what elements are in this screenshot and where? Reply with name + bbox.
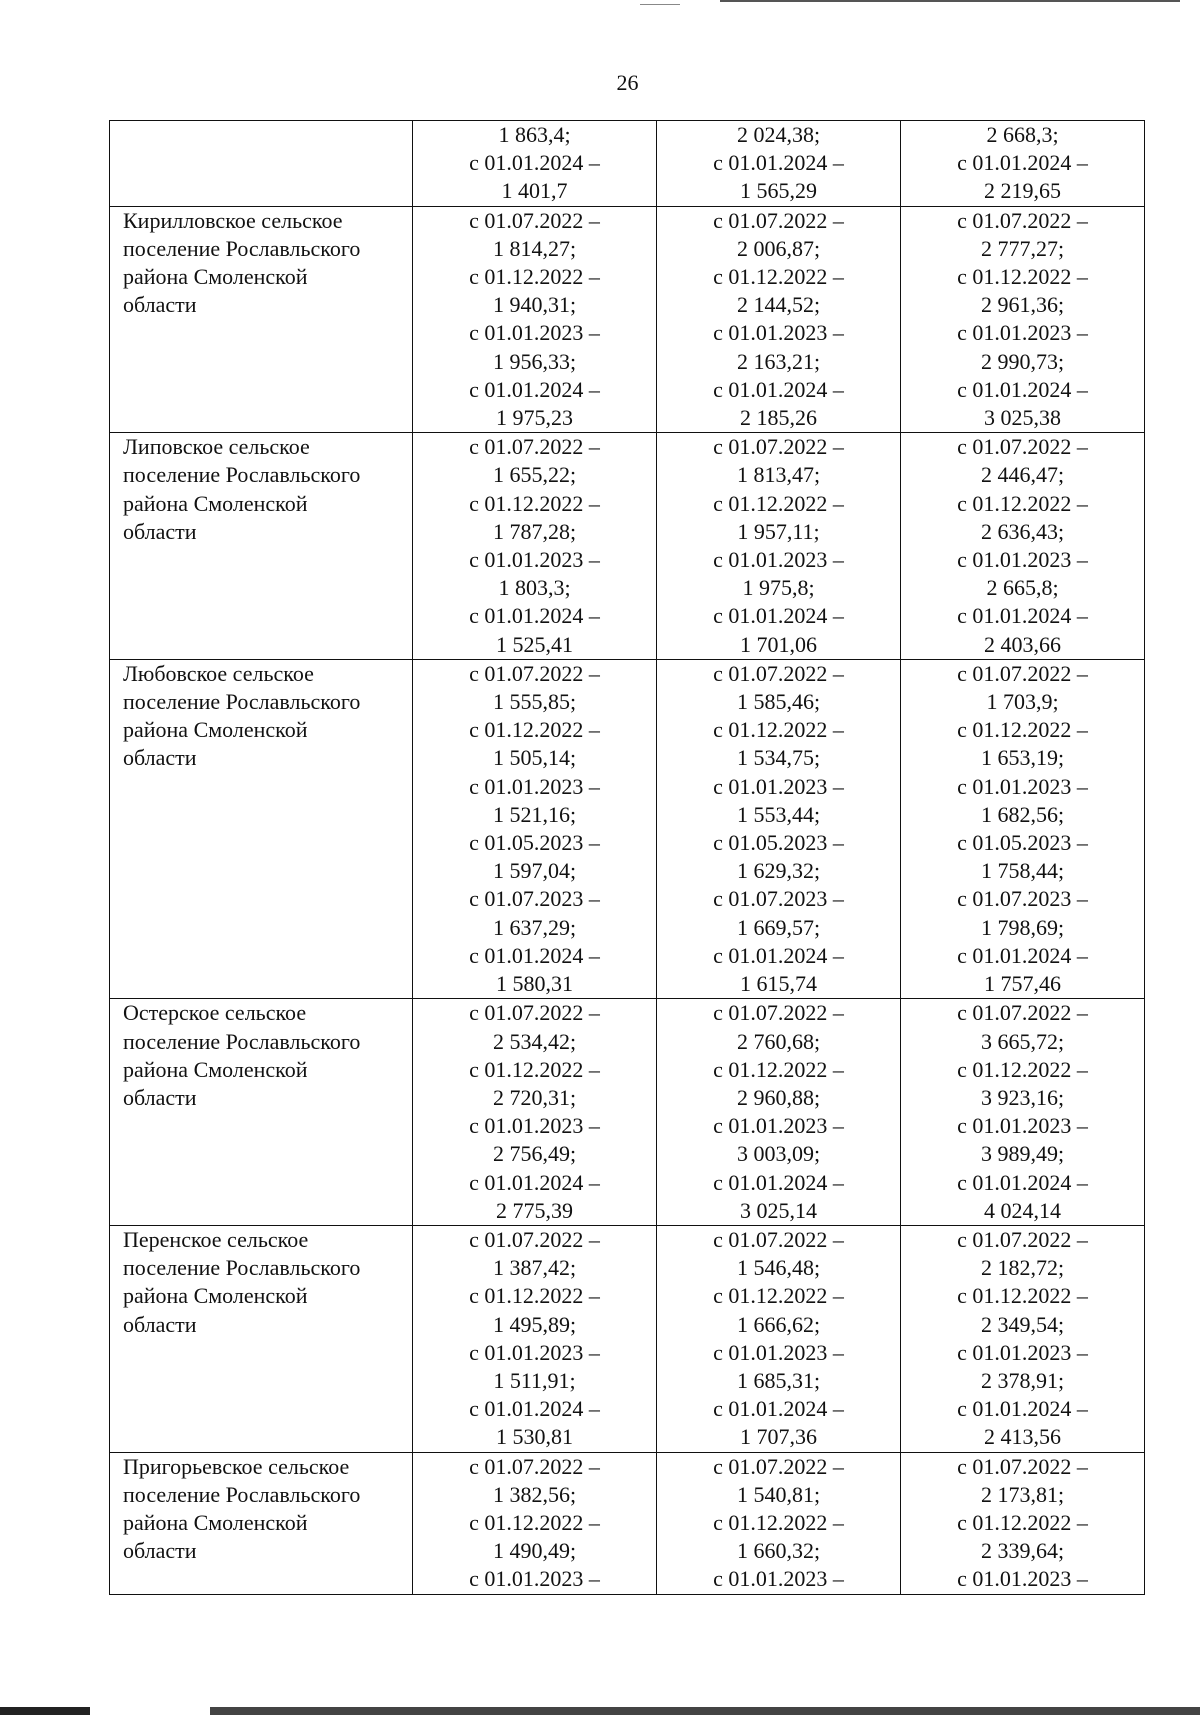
- tariff-value-line: 2 378,91;: [980, 1367, 1065, 1393]
- tariff-date-line: с 01.01.2023 –: [713, 773, 844, 799]
- tariff-value-line: 2 775,39: [496, 1197, 573, 1223]
- tariff-date-line: с 01.01.2024 –: [469, 1396, 600, 1422]
- tariff-date-line: с 01.12.2022 –: [469, 1056, 600, 1082]
- tariff-value-line: 1 382,56;: [492, 1481, 577, 1507]
- tariff-date-line: с 01.07.2022 –: [469, 1226, 600, 1252]
- settlement-name-line: Остерское сельское: [123, 1000, 307, 1026]
- tariff-value-line: 2 756,49;: [492, 1141, 577, 1167]
- tariff-date-line: с 01.07.2022 –: [713, 207, 844, 233]
- settlement-name-line: области: [123, 518, 197, 544]
- tariff-cell-col-2: [657, 1225, 901, 1452]
- tariff-value-line: 1 525,41: [496, 631, 573, 657]
- tariff-date-line: с 01.01.2024 –: [957, 376, 1088, 402]
- tariff-date-line: с 01.01.2023 –: [957, 1113, 1088, 1139]
- settlement-name-line: поселение Рославльского: [123, 689, 361, 715]
- settlement-name-line: Любовское сельское: [123, 660, 314, 686]
- tariff-date-line: с 01.01.2023 –: [957, 547, 1088, 573]
- table-row: [110, 433, 1145, 660]
- tariff-value-line: 1 505,14;: [492, 745, 577, 771]
- tariff-cell-col-3: [901, 1452, 1145, 1594]
- settlement-name-line: поселение Рославльского: [123, 235, 361, 261]
- tariff-date-line: с 01.12.2022 –: [713, 1283, 844, 1309]
- tariff-date-line: с 01.01.2024 –: [469, 376, 600, 402]
- tariff-date-line: с 01.01.2023 –: [469, 320, 600, 346]
- settlement-name-cell: [110, 1225, 413, 1452]
- settlement-name-line: района Смоленской: [123, 717, 308, 743]
- tariff-date-line: с 01.12.2022 –: [957, 1509, 1088, 1535]
- tariff-value-line: 2 403,66: [984, 631, 1061, 657]
- tariff-date-line: с 01.07.2022 –: [713, 660, 844, 686]
- tariff-value-line: 1 546,48;: [736, 1255, 821, 1281]
- tariff-date-line: с 01.12.2022 –: [713, 1056, 844, 1082]
- tariff-date-line: с 01.05.2023 –: [713, 830, 844, 856]
- tariff-date-line: с 01.12.2022 –: [957, 1283, 1088, 1309]
- tariff-value-line: 2 144,52;: [736, 292, 821, 318]
- tariff-value-line: 1 540,81;: [736, 1481, 821, 1507]
- tariff-value-line: 1 521,16;: [492, 801, 577, 827]
- tariff-date-line: с 01.01.2023 –: [957, 1566, 1088, 1592]
- tariff-date-line: с 01.07.2023 –: [957, 886, 1088, 912]
- tariff-cell-col-3: [901, 1225, 1145, 1452]
- tariff-date-line: с 01.01.2024 –: [713, 376, 844, 402]
- tariff-date-line: с 01.01.2024 –: [713, 942, 844, 968]
- tariff-date-line: с 01.12.2022 –: [957, 1056, 1088, 1082]
- tariff-date-line: с 01.07.2022 –: [957, 434, 1088, 460]
- tariff-value-line: 1 758,44;: [980, 858, 1065, 884]
- tariff-value-line: 2 006,87;: [736, 235, 821, 261]
- tariff-value-line: 3 025,14: [740, 1197, 817, 1223]
- tariff-date-line: с 01.01.2024 –: [713, 1169, 844, 1195]
- tariff-value-line: 2 534,42;: [492, 1028, 577, 1054]
- tariff-date-line: с 01.07.2022 –: [469, 207, 600, 233]
- tariff-value-line: 4 024,14: [984, 1197, 1061, 1223]
- tariff-cell-col-1: [413, 659, 657, 998]
- tariff-value-line: 1 814,27;: [492, 235, 577, 261]
- tariff-value-line: 1 511,91;: [493, 1367, 576, 1393]
- tariff-value-line: 2 990,73;: [980, 348, 1065, 374]
- tariff-value-line: 1 637,29;: [492, 914, 577, 940]
- tariff-date-line: с 01.01.2023 –: [469, 1113, 600, 1139]
- tariff-value-line: 1 863,4;: [498, 122, 571, 147]
- table-row: [110, 659, 1145, 998]
- tariff-value-line: 2 760,68;: [736, 1028, 821, 1054]
- tariff-date-line: с 01.12.2022 –: [957, 490, 1088, 516]
- settlement-name-line: области: [123, 1538, 197, 1564]
- tariff-table-body: [110, 121, 1145, 1595]
- settlement-name-line: области: [123, 1311, 197, 1337]
- table-row: [110, 121, 1145, 207]
- tariff-value-line: 2 446,47;: [980, 462, 1065, 488]
- tariff-date-line: с 01.01.2024 –: [957, 1169, 1088, 1195]
- tariff-date-line: с 01.01.2023 –: [469, 1566, 600, 1592]
- tariff-date-line: с 01.12.2022 –: [713, 717, 844, 743]
- tariff-date-line: с 01.01.2024 –: [957, 150, 1088, 176]
- tariff-date-line: с 01.12.2022 –: [469, 490, 600, 516]
- tariff-value-line: 1 530,81: [496, 1424, 573, 1450]
- scan-artifact-top: [720, 0, 1180, 2]
- tariff-cell-col-3: [901, 999, 1145, 1226]
- tariff-value-line: 1 975,8;: [742, 575, 815, 601]
- tariff-date-line: с 01.01.2024 –: [713, 603, 844, 629]
- tariff-cell-col-1: [413, 121, 657, 207]
- tariff-date-line: с 01.01.2024 –: [469, 1169, 600, 1195]
- tariff-date-line: с 01.01.2024 –: [469, 150, 600, 176]
- page-number: 26: [616, 70, 639, 95]
- tariff-date-line: с 01.05.2023 –: [469, 830, 600, 856]
- tariff-table: [109, 120, 1145, 1595]
- tariff-value-line: 1 565,29: [740, 178, 817, 204]
- tariff-value-line: 2 413,56: [984, 1424, 1061, 1450]
- tariff-date-line: с 01.05.2023 –: [957, 830, 1088, 856]
- tariff-date-line: с 01.07.2022 –: [957, 1453, 1088, 1479]
- tariff-date-line: с 01.12.2022 –: [469, 1509, 600, 1535]
- tariff-value-line: 1 495,89;: [492, 1311, 577, 1337]
- tariff-value-line: 1 629,32;: [736, 858, 821, 884]
- tariff-value-line: 3 665,72;: [980, 1028, 1065, 1054]
- tariff-value-line: 2 163,21;: [736, 348, 821, 374]
- tariff-cell-col-2: [657, 121, 901, 207]
- tariff-value-line: 1 813,47;: [736, 462, 821, 488]
- tariff-value-line: 1 669,57;: [736, 914, 821, 940]
- tariff-date-line: с 01.01.2023 –: [957, 773, 1088, 799]
- tariff-value-line: 1 555,85;: [492, 689, 577, 715]
- tariff-date-line: с 01.07.2022 –: [713, 1000, 844, 1026]
- tariff-value-line: 1 387,42;: [492, 1255, 577, 1281]
- tariff-date-line: с 01.07.2022 –: [713, 434, 844, 460]
- settlement-name-line: поселение Рославльского: [123, 1481, 361, 1507]
- settlement-name-cell: [110, 433, 413, 660]
- tariff-date-line: с 01.01.2023 –: [957, 1339, 1088, 1365]
- tariff-value-line: 1 956,33;: [492, 348, 577, 374]
- tariff-date-line: с 01.01.2023 –: [713, 320, 844, 346]
- tariff-cell-col-1: [413, 1452, 657, 1594]
- tariff-cell-col-2: [657, 206, 901, 433]
- tariff-date-line: с 01.07.2023 –: [469, 886, 600, 912]
- tariff-value-line: 1 653,19;: [980, 745, 1065, 771]
- tariff-date-line: с 01.07.2022 –: [713, 1226, 844, 1252]
- tariff-date-line: с 01.01.2023 –: [469, 1339, 600, 1365]
- tariff-value-line: 2 720,31;: [492, 1084, 577, 1110]
- tariff-value-line: 1 701,06: [740, 631, 817, 657]
- tariff-date-line: с 01.01.2023 –: [713, 1566, 844, 1592]
- settlement-name-line: района Смоленской: [123, 1283, 308, 1309]
- settlement-name-line: поселение Рославльского: [123, 462, 361, 488]
- tariff-date-line: с 01.07.2022 –: [469, 1453, 600, 1479]
- settlement-name-line: района Смоленской: [123, 264, 308, 290]
- tariff-cell-col-2: [657, 659, 901, 998]
- tariff-date-line: с 01.01.2024 –: [469, 942, 600, 968]
- settlement-name-line: области: [123, 745, 197, 771]
- tariff-date-line: с 01.12.2022 –: [713, 1509, 844, 1535]
- tariff-value-line: 1 490,49;: [492, 1538, 577, 1564]
- tariff-value-line: 1 660,32;: [736, 1538, 821, 1564]
- tariff-date-line: с 01.01.2024 –: [713, 1396, 844, 1422]
- settlement-name-line: поселение Рославльского: [123, 1255, 361, 1281]
- tariff-date-line: с 01.07.2022 –: [469, 1000, 600, 1026]
- tariff-cell-col-1: [413, 999, 657, 1226]
- tariff-value-line: 1 401,7: [501, 178, 568, 204]
- tariff-cell-col-2: [657, 433, 901, 660]
- table-row: [110, 1452, 1145, 1594]
- tariff-cell-col-1: [413, 206, 657, 433]
- tariff-value-line: 1 682,56;: [980, 801, 1065, 827]
- tariff-cell-col-3: [901, 121, 1145, 207]
- settlement-name-line: Липовское сельское: [123, 434, 310, 460]
- tariff-value-line: 1 666,62;: [736, 1311, 821, 1337]
- tariff-cell-col-1: [413, 433, 657, 660]
- tariff-date-line: с 01.07.2022 –: [469, 660, 600, 686]
- tariff-date-line: с 01.12.2022 –: [713, 264, 844, 290]
- tariff-value-line: 2 024,38;: [736, 122, 821, 147]
- settlement-name-cell: [110, 1452, 413, 1594]
- settlement-name-cell: [110, 659, 413, 998]
- tariff-value-line: 1 975,23: [496, 405, 573, 431]
- tariff-value-line: 3 003,09;: [736, 1141, 821, 1167]
- tariff-value-line: 1 957,11;: [737, 518, 820, 544]
- table-row: [110, 999, 1145, 1226]
- table-row: [110, 1225, 1145, 1452]
- tariff-date-line: с 01.01.2023 –: [713, 1339, 844, 1365]
- tariff-value-line: 1 553,44;: [736, 801, 821, 827]
- tariff-value-line: 1 597,04;: [492, 858, 577, 884]
- settlement-name-cell: [110, 206, 413, 433]
- tariff-value-line: 1 585,46;: [736, 689, 821, 715]
- settlement-name-line: Пригорьевское сельское: [123, 1453, 350, 1479]
- tariff-cell-col-3: [901, 206, 1145, 433]
- tariff-value-line: 1 703,9;: [986, 689, 1059, 715]
- settlement-name-line: области: [123, 292, 197, 318]
- tariff-cell-col-3: [901, 659, 1145, 998]
- settlement-name-line: района Смоленской: [123, 1056, 308, 1082]
- tariff-cell-col-2: [657, 1452, 901, 1594]
- scan-artifact-bottom: [0, 1707, 1200, 1715]
- tariff-value-line: 2 777,27;: [980, 235, 1065, 261]
- tariff-value-line: 1 803,3;: [498, 575, 571, 601]
- tariff-value-line: 1 615,74: [740, 971, 817, 997]
- tariff-date-line: с 01.01.2024 –: [713, 150, 844, 176]
- tariff-date-line: с 01.07.2022 –: [957, 1000, 1088, 1026]
- tariff-value-line: 1 707,36: [740, 1424, 817, 1450]
- settlement-name-line: района Смоленской: [123, 490, 308, 516]
- tariff-value-line: 3 923,16;: [980, 1084, 1065, 1110]
- tariff-cell-col-2: [657, 999, 901, 1226]
- tariff-value-line: 2 636,43;: [980, 518, 1065, 544]
- tariff-cell-col-3: [901, 433, 1145, 660]
- scan-artifact-top-small: [640, 4, 680, 5]
- tariff-date-line: с 01.01.2024 –: [957, 1396, 1088, 1422]
- tariff-value-line: 1 798,69;: [980, 914, 1065, 940]
- tariff-value-line: 2 173,81;: [980, 1481, 1065, 1507]
- tariff-value-line: 2 219,65: [984, 178, 1061, 204]
- tariff-date-line: с 01.01.2023 –: [469, 547, 600, 573]
- tariff-date-line: с 01.07.2023 –: [713, 886, 844, 912]
- tariff-date-line: с 01.01.2023 –: [469, 773, 600, 799]
- settlement-name-line: области: [123, 1084, 197, 1110]
- tariff-date-line: с 01.01.2024 –: [957, 942, 1088, 968]
- table-row: [110, 206, 1145, 433]
- settlement-name-cell: [110, 999, 413, 1226]
- tariff-value-line: 2 960,88;: [736, 1084, 821, 1110]
- settlement-name-line: Кирилловское сельское: [123, 207, 343, 233]
- tariff-date-line: с 01.12.2022 –: [469, 717, 600, 743]
- tariff-value-line: 2 665,8;: [986, 575, 1059, 601]
- tariff-value-line: 2 182,72;: [980, 1255, 1065, 1281]
- tariff-date-line: с 01.07.2022 –: [469, 434, 600, 460]
- tariff-date-line: с 01.07.2022 –: [957, 1226, 1088, 1252]
- tariff-date-line: с 01.12.2022 –: [469, 264, 600, 290]
- settlement-name-line: поселение Рославльского: [123, 1028, 361, 1054]
- tariff-value-line: 2 185,26: [740, 405, 817, 431]
- tariff-value-line: 1 534,75;: [736, 745, 821, 771]
- tariff-date-line: с 01.01.2024 –: [469, 603, 600, 629]
- tariff-date-line: с 01.12.2022 –: [957, 264, 1088, 290]
- tariff-value-line: 1 940,31;: [492, 292, 577, 318]
- settlement-name-cell: [110, 121, 413, 207]
- tariff-date-line: с 01.01.2023 –: [713, 547, 844, 573]
- tariff-value-line: 3 025,38: [984, 405, 1061, 431]
- tariff-date-line: с 01.01.2023 –: [713, 1113, 844, 1139]
- tariff-value-line: 1 685,31;: [736, 1367, 821, 1393]
- tariff-date-line: с 01.07.2022 –: [957, 660, 1088, 686]
- tariff-value-line: 2 668,3;: [986, 122, 1059, 147]
- tariff-value-line: 3 989,49;: [980, 1141, 1065, 1167]
- tariff-cell-col-1: [413, 1225, 657, 1452]
- tariff-date-line: с 01.12.2022 –: [469, 1283, 600, 1309]
- tariff-date-line: с 01.07.2022 –: [713, 1453, 844, 1479]
- tariff-value-line: 1 655,22;: [492, 462, 577, 488]
- tariff-value-line: 2 961,36;: [980, 292, 1065, 318]
- tariff-value-line: 2 349,54;: [980, 1311, 1065, 1337]
- settlement-name-line: Перенское сельское: [123, 1226, 309, 1252]
- tariff-date-line: с 01.01.2024 –: [957, 603, 1088, 629]
- tariff-date-line: с 01.01.2023 –: [957, 320, 1088, 346]
- tariff-date-line: с 01.12.2022 –: [713, 490, 844, 516]
- tariff-date-line: с 01.12.2022 –: [957, 717, 1088, 743]
- tariff-date-line: с 01.07.2022 –: [957, 207, 1088, 233]
- settlement-name-line: района Смоленской: [123, 1509, 308, 1535]
- tariff-value-line: 2 339,64;: [980, 1538, 1065, 1564]
- tariff-value-line: 1 580,31: [496, 971, 573, 997]
- tariff-value-line: 1 757,46: [984, 971, 1061, 997]
- tariff-value-line: 1 787,28;: [492, 518, 577, 544]
